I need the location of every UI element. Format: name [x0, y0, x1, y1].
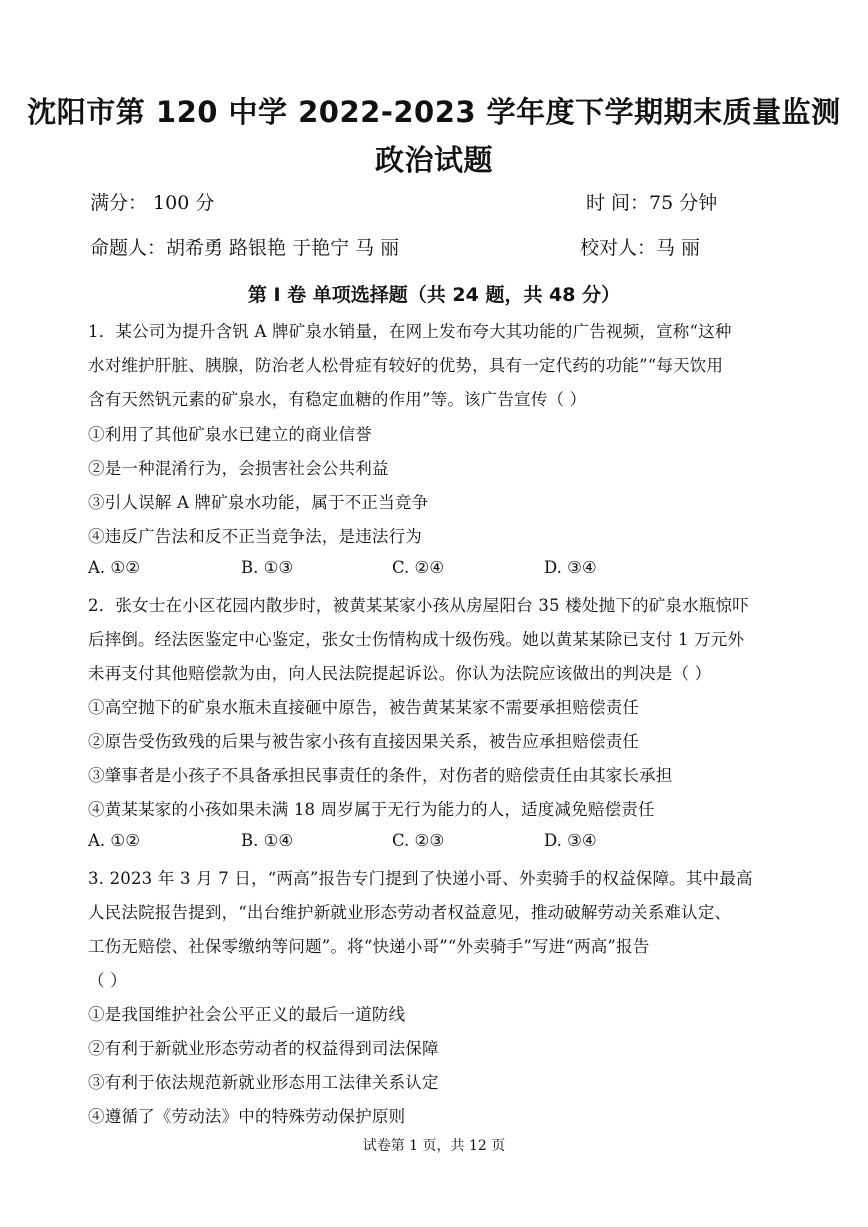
- question-1-item: ②是一种混淆行为，会损害社会公共利益: [88, 459, 389, 478]
- exam-subject-title: 政治试题: [374, 143, 493, 177]
- question-1-text: 含有天然钒元素的矿泉水，有稳定血糖的作用”等。该广告宣传（ ）: [88, 390, 587, 409]
- question-2-item: ①高空抛下的矿泉水瓶未直接砸中原告，被告黄某某家不需要承担赔偿责任: [88, 698, 640, 717]
- exam-time: 时 间：75 分钟: [586, 192, 718, 214]
- question-2-option-b: B. ①④: [241, 831, 294, 850]
- question-authors: 命题人：胡希勇 路银艳 于艳宁 马 丽: [90, 237, 400, 259]
- question-1-item: ④违反广告法和反不正当竞争法，是违法行为: [88, 527, 422, 546]
- page-footer: 试卷第 1 页，共 12 页: [362, 1138, 506, 1154]
- question-2-item: ③肇事者是小孩子不具备承担民事责任的条件，对伤者的赔偿责任由其家长承担: [88, 766, 673, 785]
- question-3-text: 工伤无赔偿、社保零缴纳等问题”。将“快递小哥”“外卖骑手”写进“两高”报告: [88, 937, 650, 956]
- question-1-item: ①利用了其他矿泉水已建立的商业信誉: [88, 425, 372, 444]
- proofreader: 校对人：马 丽: [580, 237, 701, 259]
- question-2-text: 2．张女士在小区花园内散步时，被黄某某家小孩从房屋阳台 35 楼处抛下的矿泉水瓶惊吓: [88, 596, 749, 615]
- question-1-option-c: C. ②④: [392, 558, 445, 577]
- question-1-text: 水对维护肝脏、胰腺，防治老人松骨症有较好的优势，具有一定代药的功能”“每天饮用: [88, 356, 724, 375]
- question-3-item: ②有利于新就业形态劳动者的权益得到司法保障: [88, 1039, 439, 1058]
- question-3-item: ④遵循了《劳动法》中的特殊劳动保护原则: [88, 1107, 406, 1126]
- question-1-text: 1．某公司为提升含钒 A 牌矿泉水销量，在网上发布夸大其功能的广告视频，宣称“这种: [88, 322, 732, 341]
- question-3-text: 人民法院报告提到，“出台维护新就业形态劳动者权益意见，推动破解劳动关系难认定、: [88, 903, 732, 922]
- question-2-text: 后摔倒。经法医鉴定中心鉴定，张女士伤情构成十级伤残。她以黄某某除已支付 1 万元外: [88, 630, 745, 649]
- question-1-item: ③引人误解 A 牌矿泉水功能，属于不正当竞争: [88, 493, 429, 512]
- question-2-text: 未再支付其他赔偿款为由，向人民法院提起诉讼。你认为法院应该做出的判决是（ ）: [88, 664, 712, 683]
- question-3-item: ③有利于依法规范新就业形态用工法律关系认定: [88, 1073, 439, 1092]
- question-3-text: 3. 2023 年 3 月 7 日，“两高”报告专门提到了快递小哥、外卖骑手的权益保障。其中最高: [88, 869, 753, 888]
- question-3-item: ①是我国维护社会公平正义的最后一道防线: [88, 1005, 406, 1024]
- question-1-option-b: B. ①③: [241, 558, 294, 577]
- exam-title: 沈阳市第 120 中学 2022-2023 学年度下学期期末质量监测: [27, 95, 841, 129]
- section-heading: 第 I 卷 单项选择题（共 24 题，共 48 分）: [247, 284, 621, 306]
- question-1-option-d: D. ③④: [544, 558, 597, 577]
- question-1-option-a: A. ①②: [88, 558, 140, 577]
- question-2-option-c: C. ②③: [392, 831, 445, 850]
- full-score: 满分： 100 分: [90, 192, 215, 214]
- question-3-text: （ ）: [88, 971, 127, 990]
- question-2-option-d: D. ③④: [544, 831, 597, 850]
- question-2-item: ④黄某某家的小孩如果未满 18 周岁属于无行为能力的人，适度减免赔偿责任: [88, 800, 655, 819]
- question-2-item: ②原告受伤致残的后果与被告家小孩有直接因果关系，被告应承担赔偿责任: [88, 732, 640, 751]
- question-2-option-a: A. ①②: [88, 831, 140, 850]
